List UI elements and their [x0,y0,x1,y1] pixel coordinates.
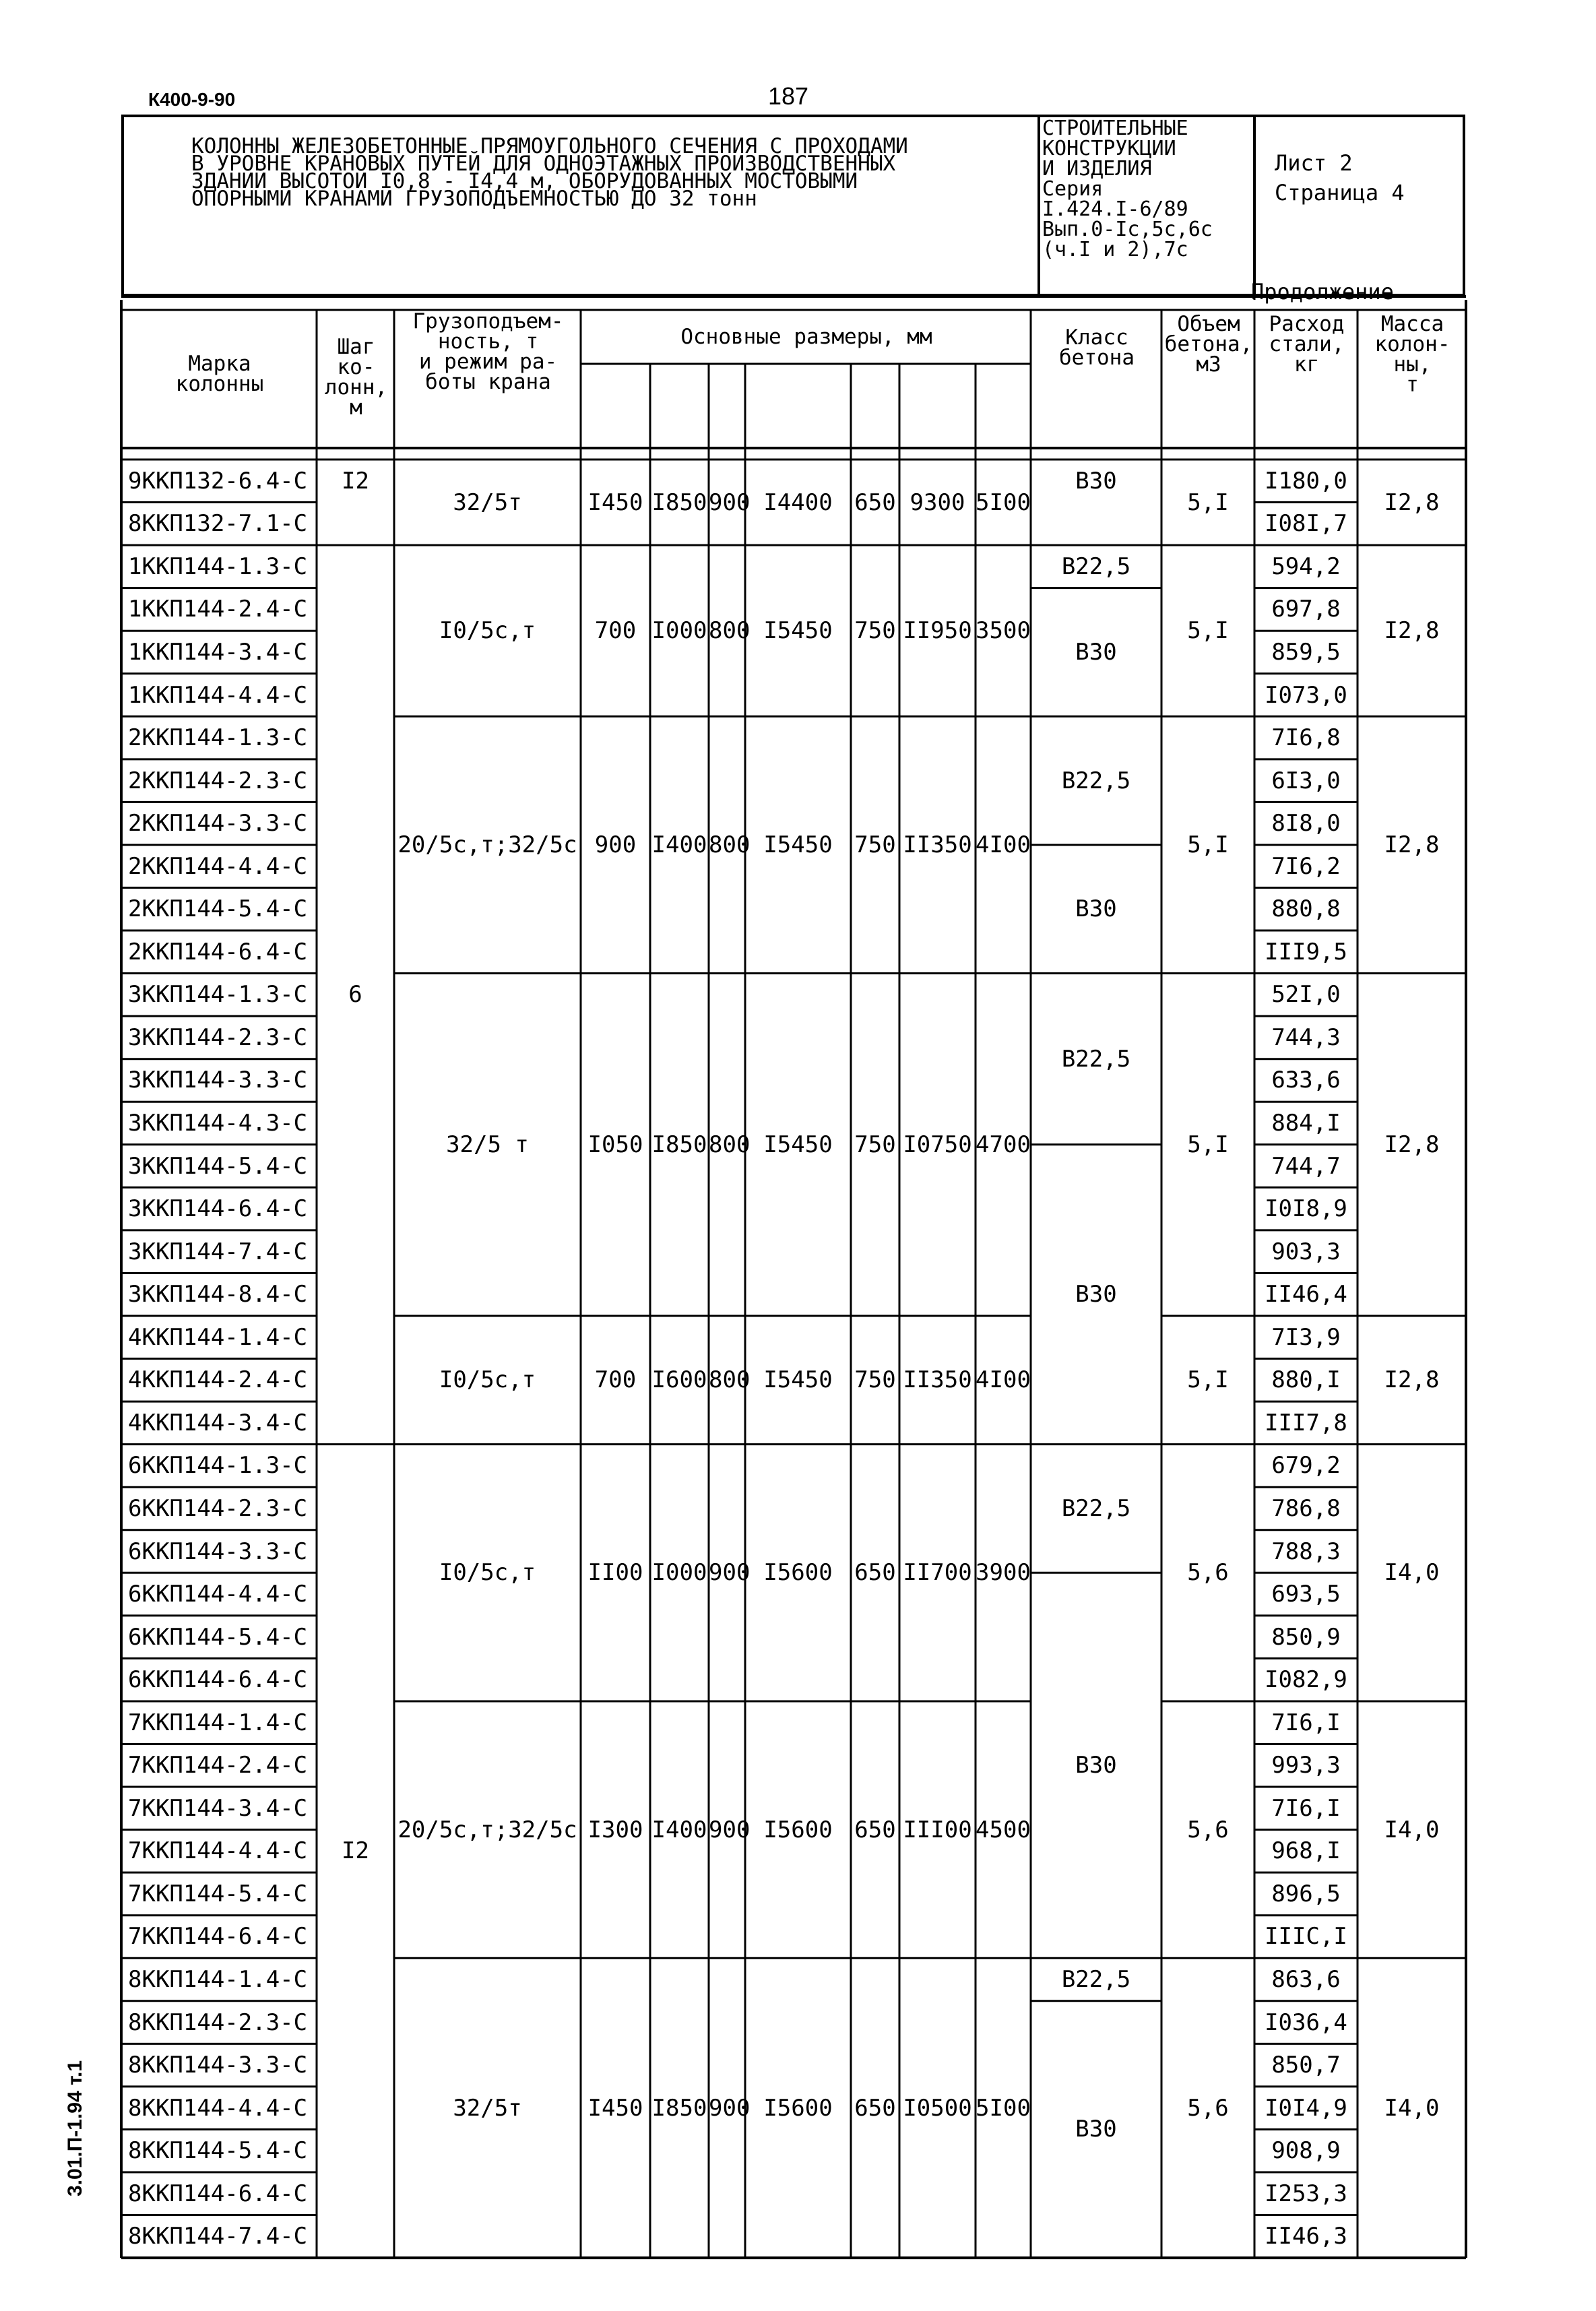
main-dimension: II950 [903,617,972,645]
concrete-volume: 5,6 [1187,2094,1229,2122]
column-mark: 2ККП144-1.3-С [128,724,308,752]
main-dimension: I850 [651,1131,707,1158]
title-line: КОЛОННЫ ЖЕЛЕЗОБЕТОННЫЕ ПРЯМОУГОЛЬНОГО СЕЧЕНИЯ С ПРОХОДАМИ [191,134,908,158]
steel-consumption: 594,2 [1271,552,1341,580]
main-dimension: III00 [903,1816,972,1843]
steel-consumption: I036,4 [1265,2008,1347,2036]
column-mark: 6ККП144-6.4-С [128,1666,308,1694]
series-line: I.424.I-6/89 [1042,197,1188,221]
steel-consumption: 896,5 [1271,1880,1341,1907]
main-dimension: I5450 [763,1131,833,1158]
crane-capacity: 32/5 т [446,1131,529,1158]
steel-consumption: 7I6,I [1271,1794,1341,1822]
steel-consumption: 679,2 [1271,1452,1341,1480]
header-concrete-class: Класс бетона [1059,325,1135,370]
column-mark: 8ККП144-4.4-С [128,2094,308,2122]
steel-consumption: 903,3 [1271,1238,1341,1265]
column-step: 6 [348,981,362,1009]
series-line: СТРОИТЕЛЬНЫЕ [1042,117,1188,140]
header-step: Шаг ко- лонн, м [324,335,388,420]
steel-consumption: 52I,0 [1271,981,1341,1009]
concrete-class: В22,5 [1061,767,1131,794]
main-dimension: 4500 [976,1816,1031,1843]
column-mark: 3ККП144-8.4-С [128,1281,308,1308]
column-mass: I4,0 [1384,2094,1440,2122]
main-dimension: 650 [854,2094,896,2122]
series-line: И ИЗДЕЛИЯ [1042,157,1152,181]
crane-capacity: 20/5с,т;32/5с [397,831,577,858]
concrete-class: В30 [1075,638,1117,666]
crane-capacity: 20/5с,т;32/5с [397,1816,577,1843]
column-mark: 7ККП144-1.4-С [128,1709,308,1736]
steel-consumption: I0I8,9 [1265,1195,1347,1223]
main-dimension: 4I00 [976,831,1031,858]
column-mark: 1ККП144-4.4-С [128,681,308,709]
column-mass: I2,8 [1384,488,1440,516]
main-dimension: I050 [587,1131,643,1158]
main-dimension: 750 [854,617,896,645]
column-mark: 8ККП144-5.4-С [128,2137,308,2165]
steel-consumption: III9,5 [1265,938,1347,965]
concrete-class: В30 [1075,1752,1117,1779]
side-code: 3.01.П-1.94 т.1 [64,2060,86,2196]
page-label: Страница 4 [1275,180,1405,205]
steel-consumption: 786,8 [1271,1494,1341,1522]
main-dimension: I450 [587,2094,643,2122]
main-dimension: I300 [587,1816,643,1843]
steel-consumption: 863,6 [1271,1966,1341,1994]
steel-consumption: 880,8 [1271,895,1341,923]
column-mark: 8ККП144-2.3-С [128,2008,308,2036]
column-mark: 3ККП144-7.4-С [128,1238,308,1265]
main-dimension: I4400 [763,488,833,516]
series-line: (ч.I и 2),7с [1042,238,1188,261]
crane-capacity: 32/5т [453,488,522,516]
main-dimension: 800 [709,617,751,645]
main-dimension: I850 [651,488,707,516]
column-mark: 3ККП144-5.4-С [128,1152,308,1180]
main-dimension: 5I00 [976,488,1031,516]
main-dimension: I5600 [763,1816,833,1843]
column-mark: 6ККП144-3.3-С [128,1538,308,1565]
column-mark: 6ККП144-4.4-С [128,1581,308,1608]
steel-consumption: 788,3 [1271,1538,1341,1565]
main-dimension: I5450 [763,1366,833,1394]
column-mark: 6ККП144-5.4-С [128,1623,308,1651]
concrete-class: В30 [1075,895,1117,923]
column-mark: 9ККП132-6.4-С [128,467,308,495]
steel-consumption: 968,I [1271,1837,1341,1865]
column-step: I2 [342,467,369,495]
series-line: Вып.0-Iс,5с,6с [1042,218,1213,241]
document-code: К400-9-90 [148,89,236,110]
main-dimension: 700 [594,1366,637,1394]
column-mark: 3ККП144-1.3-С [128,981,308,1009]
column-mark: 8ККП144-1.4-С [128,1966,308,1994]
main-dimension: I5450 [763,831,833,858]
concrete-class: В30 [1075,2116,1117,2143]
page-number: 187 [768,82,809,110]
steel-consumption: 859,5 [1271,638,1341,666]
steel-consumption: I082,9 [1265,1666,1347,1694]
main-dimension: I000 [651,617,707,645]
steel-consumption: I0I4,9 [1265,2094,1347,2122]
main-dimension: 5I00 [976,2094,1031,2122]
main-dimension: I5600 [763,1559,833,1587]
column-mark: 2ККП144-2.3-С [128,767,308,794]
steel-consumption: 7I3,9 [1271,1323,1341,1351]
column-mark: 6ККП144-1.3-С [128,1452,308,1480]
column-mass: I2,8 [1384,617,1440,645]
steel-consumption: 6I3,0 [1271,767,1341,794]
main-dimension: 900 [709,488,751,516]
concrete-volume: 5,I [1187,831,1229,858]
column-mark: 1ККП144-2.4-С [128,596,308,623]
concrete-class: В22,5 [1061,1494,1131,1522]
steel-consumption: II46,3 [1265,2223,1347,2250]
crane-capacity: I0/5с,т [439,617,536,645]
steel-consumption: IIIC,I [1265,1923,1347,1951]
continuation-label: Продолжение [1251,279,1394,305]
crane-capacity: I0/5с,т [439,1559,536,1587]
steel-consumption: 693,5 [1271,1581,1341,1608]
main-dimension: 800 [709,1131,751,1158]
main-dimension: I0500 [903,2094,972,2122]
steel-consumption: 993,3 [1271,1752,1341,1779]
concrete-class: В30 [1075,1281,1117,1308]
title-line: ОПОРНЫМИ КРАНАМИ ГРУЗОПОДЪЕМНОСТЬЮ ДО 32 тонн [191,187,757,211]
steel-consumption: I180,0 [1265,467,1347,495]
column-mark: 3ККП144-2.3-С [128,1023,308,1051]
main-dimension: 750 [854,1131,896,1158]
steel-consumption: 633,6 [1271,1067,1341,1094]
main-dimension: I0750 [903,1131,972,1158]
column-mark: 4ККП144-1.4-С [128,1323,308,1351]
column-mass: I2,8 [1384,831,1440,858]
column-mark: 2ККП144-5.4-С [128,895,308,923]
column-mark: 6ККП144-2.3-С [128,1494,308,1522]
column-mark: 1ККП144-1.3-С [128,552,308,580]
main-dimension: II00 [587,1559,643,1587]
concrete-volume: 5,I [1187,1366,1229,1394]
steel-consumption: 744,3 [1271,1023,1341,1051]
crane-capacity: 32/5т [453,2094,522,2122]
main-dimension: 9300 [909,488,965,516]
main-dimension: I850 [651,2094,707,2122]
column-step: I2 [342,1837,369,1865]
column-mass: I4,0 [1384,1559,1440,1587]
header-capacity: Грузоподъем- ность, т и режим ра- боты крана [412,309,564,394]
column-mark: 3ККП144-4.3-С [128,1110,308,1137]
steel-consumption: III7,8 [1265,1409,1347,1436]
series-line: Серия [1042,177,1104,201]
series-line: КОНСТРУКЦИИ [1042,137,1176,160]
column-mark: 7ККП144-4.4-С [128,1837,308,1865]
main-dimension: I400 [651,831,707,858]
steel-consumption: 7I6,I [1271,1709,1341,1736]
main-dimension: 3500 [976,617,1031,645]
concrete-class: В30 [1075,467,1117,495]
steel-consumption: 850,7 [1271,2052,1341,2079]
main-dimension: 900 [594,831,637,858]
steel-consumption: 908,9 [1271,2137,1341,2165]
concrete-volume: 5,I [1187,1131,1229,1158]
steel-consumption: II46,4 [1265,1281,1347,1308]
main-dimension: 700 [594,617,637,645]
column-mark: 7ККП144-6.4-С [128,1923,308,1951]
steel-consumption: 884,I [1271,1110,1341,1137]
main-dimension: 900 [709,1559,751,1587]
column-mark: 3ККП144-3.3-С [128,1067,308,1094]
column-mark: 8ККП144-3.3-С [128,2052,308,2079]
column-mark: 1ККП144-3.4-С [128,638,308,666]
column-mark: 7ККП144-2.4-С [128,1752,308,1779]
main-dimension: II350 [903,1366,972,1394]
column-mark: 8ККП132-7.1-С [128,510,308,538]
column-mass: I2,8 [1384,1131,1440,1158]
concrete-volume: 5,6 [1187,1816,1229,1843]
concrete-volume: 5,I [1187,488,1229,516]
column-mark: 3ККП144-6.4-С [128,1195,308,1223]
header-main-dims: Основные размеры, мм [680,325,932,349]
main-dimension: I450 [587,488,643,516]
main-dimension: 650 [854,1816,896,1843]
column-mark: 8ККП144-6.4-С [128,2180,308,2207]
steel-consumption: I08I,7 [1265,510,1347,538]
column-mass: I4,0 [1384,1816,1440,1843]
column-mark: 8ККП144-7.4-С [128,2223,308,2250]
concrete-volume: 5,6 [1187,1559,1229,1587]
header-column-mass: Масса колон- ны, т [1374,312,1450,397]
header-concrete-volume: Объем бетона, м3 [1164,312,1253,377]
main-dimension: 4I00 [976,1366,1031,1394]
concrete-class: В22,5 [1061,1966,1131,1994]
header-steel: Расход стали, кг [1269,312,1345,377]
column-mass: I2,8 [1384,1366,1440,1394]
main-dimension: II350 [903,831,972,858]
column-mark: 7ККП144-3.4-С [128,1794,308,1822]
column-mark: 4ККП144-2.4-С [128,1366,308,1394]
title-line: В УРОВНЕ КРАНОВЫХ ПУТЕЙ ДЛЯ ОДНОЭТАЖНЫХ ПРОИЗВОДСТВЕННЫХ [191,152,896,176]
steel-consumption: 697,8 [1271,596,1341,623]
main-dimension: 900 [709,1816,751,1843]
main-dimension: 900 [709,2094,751,2122]
steel-consumption: 880,I [1271,1366,1341,1394]
title-line: ЗДАНИЙ ВЫСОТОЙ I0,8 - I4,4 м, ОБОРУДОВАННЫХ МОСТОВЫМИ [191,169,858,193]
main-dimension: I400 [651,1816,707,1843]
concrete-volume: 5,I [1187,617,1229,645]
main-dimension: 800 [709,1366,751,1394]
main-dimension: I000 [651,1559,707,1587]
concrete-class: В22,5 [1061,552,1131,580]
column-mark: 2ККП144-3.3-С [128,810,308,837]
main-dimension: I5450 [763,617,833,645]
main-dimension: 750 [854,1366,896,1394]
column-mark: 4ККП144-3.4-С [128,1409,308,1436]
steel-consumption: 850,9 [1271,1623,1341,1651]
column-mark: 2ККП144-6.4-С [128,938,308,965]
main-dimension: 800 [709,831,751,858]
steel-consumption: I073,0 [1265,681,1347,709]
steel-consumption: I253,3 [1265,2180,1347,2207]
steel-consumption: 744,7 [1271,1152,1341,1180]
column-mark: 2ККП144-4.4-С [128,852,308,880]
steel-consumption: 7I6,2 [1271,852,1341,880]
header-mark: Марка колонны [175,352,264,396]
steel-consumption: 7I6,8 [1271,724,1341,752]
crane-capacity: I0/5с,т [439,1366,536,1394]
steel-consumption: 8I8,0 [1271,810,1341,837]
main-dimension: 650 [854,488,896,516]
sheet-label: Лист 2 [1275,150,1353,176]
main-dimension: 750 [854,831,896,858]
main-dimension: 650 [854,1559,896,1587]
main-dimension: 3900 [976,1559,1031,1587]
main-dimension: II700 [903,1559,972,1587]
column-mark: 7ККП144-5.4-С [128,1880,308,1907]
main-dimension: I600 [651,1366,707,1394]
main-dimension: 4700 [976,1131,1031,1158]
main-dimension: I5600 [763,2094,833,2122]
concrete-class: В22,5 [1061,1045,1131,1073]
